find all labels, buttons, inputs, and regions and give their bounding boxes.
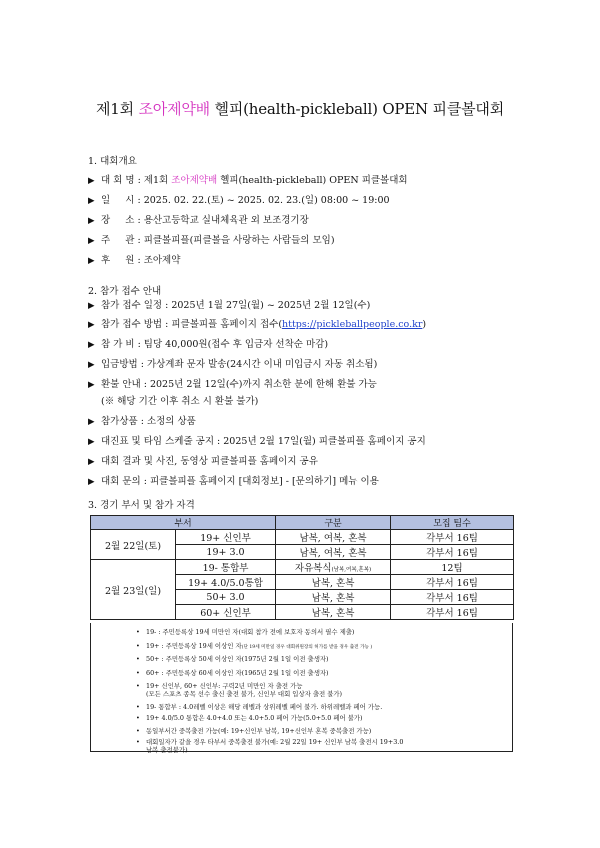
registration-item: ▶ 환불 안내 : 2025년 2월 12일(수)까지 취소한 분에 한해 환불 가능 [88, 379, 377, 390]
eligibility-note: • 60+ : 주민등록상 60세 이상인 자(1965년 2월 1일 이전 출생자) [136, 669, 329, 677]
triangle-bullet-icon: ▶ [88, 216, 95, 226]
teams-cell: 각부서 16팀 [391, 530, 514, 545]
section2-heading: 2. 참가 접수 안내 [88, 286, 162, 297]
triangle-bullet-icon: ▶ [88, 457, 95, 467]
eligibility-note: • 대회일자가 같을 경우 타부서 중복출전 불가(예: 2월 22일 19+ 신인부 남복 출전시 19+3.0 남복 출전불가) [136, 738, 404, 754]
registration-item: ▶ 대회 결과 및 사진, 동영상 피클볼피플 홈페이지 공유 [88, 456, 318, 467]
division-cell: 19+ 3.0 [176, 545, 276, 560]
teams-cell: 각부서 16팀 [391, 545, 514, 560]
eligibility-note: • 19+ 신인부, 60+ 신인부: 구력2년 미만인 자 출전 가능 (모든 스포츠 종목 선수 출신 출전 불가, 신인부 대회 입상자 출전 불가) [136, 682, 343, 698]
category-cell: 남복, 여복, 혼복 [276, 545, 391, 560]
category-cell: 남복, 혼복 [276, 590, 391, 605]
header-teams: 모집 팀수 [391, 516, 514, 530]
division-cell: 60+ 신인부 [176, 605, 276, 620]
overview-item-sponsor: ▶ 후 원 : 조아제약 [88, 255, 181, 266]
registration-item: ▶ 참가 접수 방법 : 피클볼피플 홈페이지 접수(https://pickleballpeople.co.kr) [88, 319, 427, 330]
division-cell: 50+ 3.0 [176, 590, 276, 605]
section3-heading: 3. 경기 부서 및 참가 자격 [88, 500, 195, 511]
division-table [90, 515, 514, 620]
title-accent: 조아제약배 [138, 100, 210, 118]
teams-cell: 각부서 16팀 [391, 575, 514, 590]
eligibility-note: • 50+ : 주민등록상 50세 이상인 자(1975년 2월 1일 이전 출생자) [136, 655, 329, 663]
overview-item-host: ▶ 주 관 : 피클볼피플(피클볼을 사랑하는 사람들의 모임) [88, 235, 335, 246]
registration-item: ▶ 대회 문의 : 피클볼피플 홈페이지 [대회정보] - [문의하기] 메뉴 이용 [88, 476, 379, 487]
overview-item-venue: ▶ 장 소 : 용산고등학교 실내체육관 외 보조경기장 [88, 215, 309, 226]
category-cell: 자유복식(남복,여복,혼복) [276, 560, 391, 575]
triangle-bullet-icon: ▶ [88, 256, 95, 266]
day1-cell: 2월 22일(토) [91, 530, 176, 560]
teams-cell: 12팀 [391, 560, 514, 575]
triangle-bullet-icon: ▶ [88, 380, 95, 390]
teams-cell: 각부서 16팀 [391, 605, 514, 620]
overview-item-name: ▶ 대 회 명 : 제1회 조아제약배 헬피(health-pickleball) OPEN 피클볼대회 [88, 175, 408, 186]
registration-item: ▶ 참 가 비 : 팀당 40,000원(접수 후 입금자 선착순 마감) [88, 339, 329, 350]
triangle-bullet-icon: ▶ [88, 417, 95, 427]
title-prefix: 제1회 [95, 100, 134, 118]
triangle-bullet-icon: ▶ [88, 176, 95, 186]
category-cell: 남복, 여복, 혼복 [276, 530, 391, 545]
triangle-bullet-icon: ▶ [88, 437, 95, 447]
title-rest: 헬피(health-pickleball) OPEN 피클볼대회 [214, 100, 505, 118]
eligibility-note: • 19+ : 주민등록상 19세 이상인 자(단 19세 미만일 경우 대회위원장의 허가를 받을 경우 출전 가능 ) [136, 642, 373, 650]
homepage-link[interactable]: https://pickleballpeople.co.kr [282, 319, 423, 330]
table-row [91, 560, 514, 575]
category-cell: 남복, 혼복 [276, 575, 391, 590]
division-cell: 19- 통합부 [176, 560, 276, 575]
registration-item: ▶ 참가 접수 일정 : 2025년 1월 27일(월) ~ 2025년 2월 12일(수) [88, 300, 371, 311]
eligibility-notes-box [90, 623, 513, 752]
category-cell: 남복, 혼복 [276, 605, 391, 620]
division-cell: 19+ 4.0/5.0통합 [176, 575, 276, 590]
triangle-bullet-icon: ▶ [88, 340, 95, 350]
triangle-bullet-icon: ▶ [88, 301, 95, 311]
eligibility-note: • 19- 통합부 : 4.0레벨 이상은 해당 레벨과 상위레벨 페어 불가. 하위레벨과 페어 가능. [136, 703, 383, 711]
table-header-row [91, 516, 514, 530]
registration-item: ▶ 입금방법 : 가상계좌 문자 발송(24시간 이내 미입금시 자동 취소됨) [88, 359, 378, 370]
division-cell: 19+ 신인부 [176, 530, 276, 545]
table-row [91, 530, 514, 545]
page-title [0, 98, 600, 119]
teams-cell: 각부서 16팀 [391, 590, 514, 605]
eligibility-note: • 19- : 주민등록상 19세 미만인 자(대회 참가 전에 보호자 동의서 필수 제출) [136, 628, 355, 636]
section1-heading: 1. 대회개요 [88, 156, 137, 167]
eligibility-note: • 동일부서간 중복출전 가능(예: 19+신인부 남복, 19+신인부 혼복 중복출전 가능) [136, 727, 372, 735]
registration-item: ▶ 참가상품 : 소정의 상품 [88, 416, 196, 427]
day2-cell: 2월 23일(일) [91, 560, 176, 620]
triangle-bullet-icon: ▶ [88, 236, 95, 246]
header-division: 부서 [91, 516, 276, 530]
eligibility-note: • 19+ 4.0/5.0 통합은 4.0+4.0 또는 4.0+5.0 페어 가능(5.0+5.0 페어 불가) [136, 714, 363, 722]
triangle-bullet-icon: ▶ [88, 196, 95, 206]
registration-item: ▶ 대진표 및 타임 스케줄 공지 : 2025년 2월 17일(월) 피클볼피플 홈페이지 공지 [88, 436, 426, 447]
triangle-bullet-icon: ▶ [88, 320, 95, 330]
overview-item-date: ▶ 일 시 : 2025. 02. 22.(토) ~ 2025. 02. 23.(일) 08:00 ~ 19:00 [88, 195, 390, 206]
header-category: 구분 [276, 516, 391, 530]
triangle-bullet-icon: ▶ [88, 477, 95, 487]
triangle-bullet-icon: ▶ [88, 360, 95, 370]
refund-note: (※ 해당 기간 이후 취소 시 환불 불가) [101, 396, 259, 407]
